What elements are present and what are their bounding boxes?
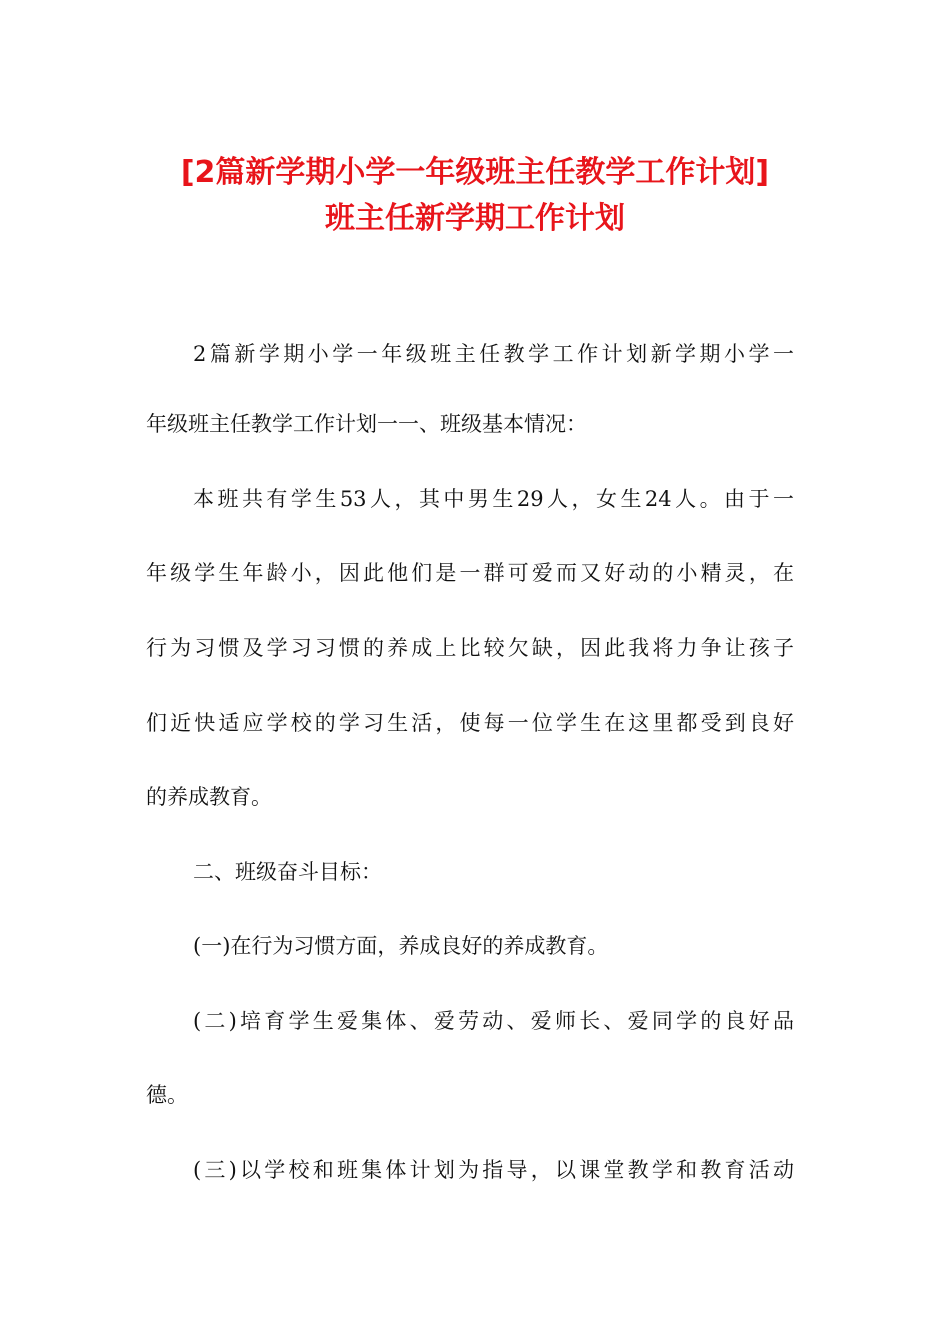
paragraph-2-line-4: 们近快适应学校的学习生活，使每一位学生在这里都受到良好 [146,711,794,735]
document-title-line-2: 班主任新学期工作计划 [325,201,625,236]
paragraph-2-line-1: 本班共有学生53人，其中男生29人，女生24人。由于一 [193,487,794,511]
section-heading-goals: 二、班级奋斗目标： [193,860,382,884]
goal-item-2-line-1: (二)培育学生爱集体、爱劳动、爱师长、爱同学的良好品 [193,1009,794,1033]
paragraph-1-line-2: 年级班主任教学工作计划一一、班级基本情况： [146,412,587,436]
paragraph-2-line-2: 年级学生年龄小，因此他们是一群可爱而又好动的小精灵，在 [146,561,794,585]
goal-item-2-line-2: 德。 [146,1083,188,1107]
paragraph-2-line-5: 的养成教育。 [146,785,272,809]
goal-item-1: (一)在行为习惯方面，养成良好的养成教育。 [193,934,609,958]
document-title-line-1: [2篇新学期小学一年级班主任教学工作计划] [180,155,770,190]
paragraph-2-line-3: 行为习惯及学习习惯的养成上比较欠缺，因此我将力争让孩子 [146,636,794,660]
paragraph-1-line-1: 2篇新学期小学一年级班主任教学工作计划新学期小学一 [193,342,794,366]
goal-item-3-line-1: (三)以学校和班集体计划为指导，以课堂教学和教育活动 [193,1158,794,1182]
